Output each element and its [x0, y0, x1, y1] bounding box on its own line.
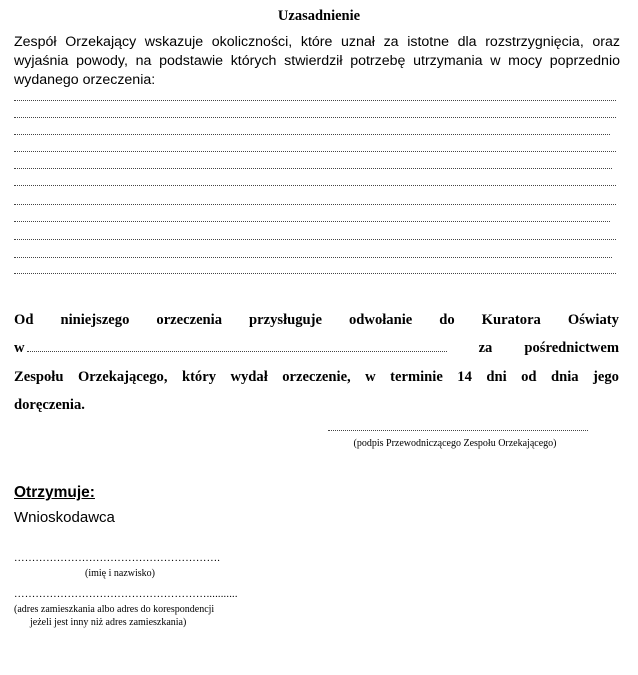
fill-line[interactable] [14, 100, 616, 101]
appeal-word: orzeczenie, [282, 369, 351, 385]
appeal-word: w [365, 369, 376, 385]
appeal-word: w [14, 340, 25, 356]
recipients-title: Otrzymuje: [14, 484, 95, 501]
fill-line[interactable] [14, 185, 616, 186]
address-field[interactable]: ………………………………………………........... [14, 589, 238, 600]
appeal-word: Orzekającego, [77, 369, 168, 385]
fill-line[interactable] [14, 117, 616, 118]
intro-paragraph: Zespół Orzekający wskazuje okoliczności, które uznał za istotne dla rozstrzygnięcia, oraz wyjaśnia powody, na podstawie których stwierdził potrzebę utrzymania w mocy poprzednio wydanego orzeczenia: [14, 34, 620, 88]
appeal-word: Zespołu [14, 369, 64, 385]
fill-line[interactable] [14, 221, 610, 222]
fill-line[interactable] [14, 273, 616, 274]
appeal-word: niniejszego [60, 312, 130, 328]
fill-line[interactable] [14, 239, 616, 240]
appeal-word: 14 [457, 369, 472, 385]
appeal-word: Kuratora [481, 312, 541, 328]
appeal-line-3 [14, 369, 619, 386]
appeal-word: jego [593, 369, 619, 385]
appeal-word: który [181, 369, 217, 385]
fill-line[interactable] [14, 151, 616, 152]
signature-field[interactable] [328, 430, 588, 431]
appeal-line-2 [14, 340, 619, 357]
appeal-line-4: doręczenia. [14, 397, 85, 413]
fill-line[interactable] [14, 204, 616, 205]
appeal-word: terminie [390, 369, 443, 385]
signature-label: (podpis Przewodniczącego Zespołu Orzekającego) [353, 438, 557, 449]
fill-line[interactable] [14, 257, 612, 258]
section-heading: Uzasadnienie [277, 8, 361, 24]
appeal-line-1 [14, 312, 619, 329]
appeal-word: od [521, 369, 537, 385]
address-field-label-cont: jeżeli jest inny niż adres zamieszkania) [30, 617, 187, 628]
appeal-word: Od [14, 312, 34, 328]
recipient-name: Wnioskodawca [14, 509, 115, 526]
fill-line[interactable] [14, 168, 612, 169]
appeal-word: za [478, 340, 493, 356]
appeal-word: dnia [550, 369, 579, 385]
fill-line[interactable] [14, 134, 610, 135]
name-field[interactable]: …………………………………………………. [14, 553, 221, 564]
appeal-word: dni [486, 369, 507, 385]
address-field-label: (adres zamieszkania albo adres do korespondencji [14, 604, 215, 615]
appeal-word: przysługuje [249, 312, 322, 328]
appeal-word: wydał [230, 369, 268, 385]
appeal-w-with-field [14, 340, 447, 357]
appeal-word: Oświaty [567, 312, 619, 328]
kurator-location-field[interactable] [27, 350, 447, 352]
appeal-word: do [439, 312, 455, 328]
appeal-word: orzeczenia [156, 312, 223, 328]
appeal-word: odwołanie [349, 312, 413, 328]
name-field-label: (imię i nazwisko) [85, 568, 155, 579]
appeal-word: pośrednictwem [524, 340, 619, 356]
